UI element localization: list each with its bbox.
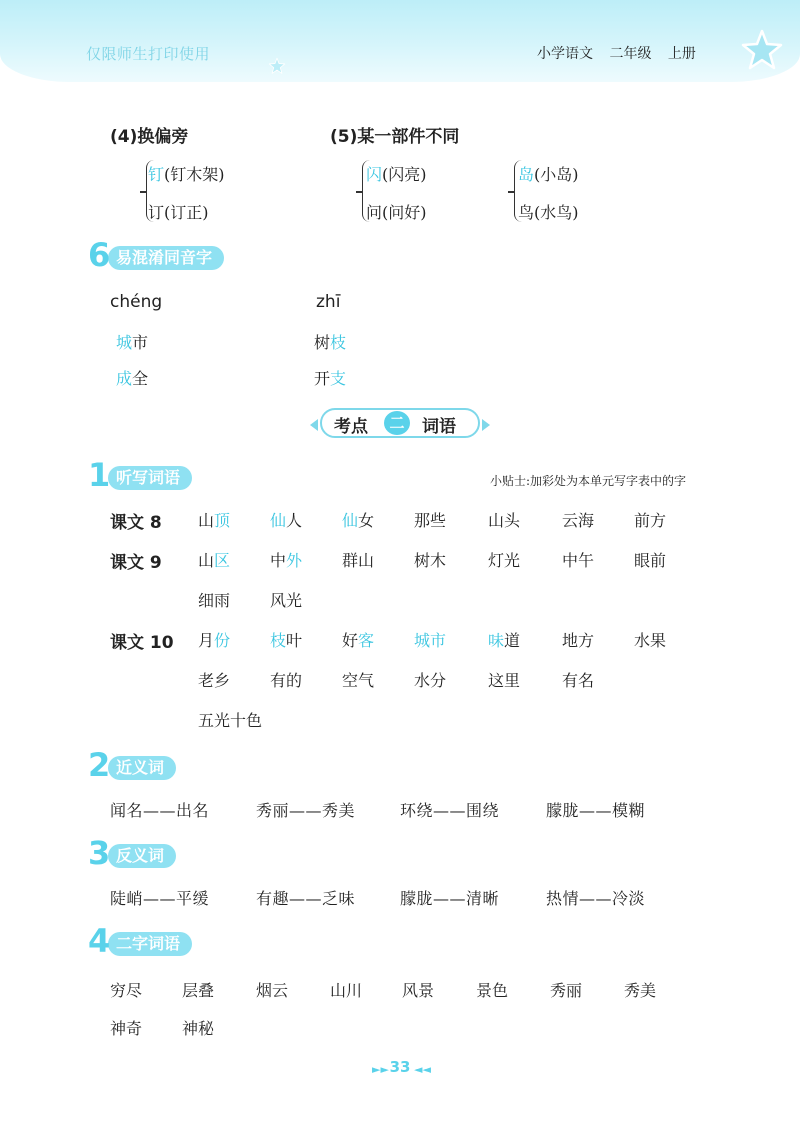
- section-header-two-char: [88, 922, 228, 960]
- word-char: 好: [342, 631, 359, 650]
- word-pair: 朦胧——清晰: [400, 889, 500, 908]
- section-title: 反义词: [108, 844, 176, 868]
- word-char: 叶: [286, 631, 303, 650]
- vocab-word: [634, 548, 666, 571]
- word-pair: 秀丽——秀美: [256, 801, 356, 820]
- section-header-dictation: [88, 456, 238, 494]
- word-char: 水果: [634, 631, 667, 650]
- word-pair-item: 钉(钉木架): [148, 165, 225, 184]
- word-char: 中: [270, 551, 287, 570]
- header-watermark: 仅限师生打印使用: [86, 45, 211, 63]
- word-char: 这里: [488, 671, 521, 690]
- vocab-word: 层叠: [182, 981, 215, 1000]
- header-subject: 小学语文: [537, 46, 593, 62]
- vocab-word: [270, 588, 302, 611]
- vocab-word: [198, 668, 230, 691]
- vocab-word: [488, 548, 520, 571]
- header-band: [0, 0, 800, 82]
- tip-note: 小贴士:加彩处为本单元写字表中的字: [490, 474, 687, 488]
- highlighted-char: 顶: [214, 511, 231, 530]
- vocab-word: [198, 708, 262, 731]
- homophone-word: 城市: [116, 333, 149, 352]
- star-icon: [268, 57, 286, 75]
- word-pair-item: 鸟(水鸟): [518, 203, 579, 222]
- word-char: 群山: [342, 551, 375, 570]
- section-title: 二字词语: [108, 932, 192, 956]
- homophone-word: 开支: [314, 369, 347, 388]
- highlighted-char: 城市: [414, 631, 447, 650]
- word-char: 云海: [562, 511, 595, 530]
- vocab-word: [488, 668, 520, 691]
- vocab-word: [198, 628, 230, 651]
- vocab-word: [414, 548, 446, 571]
- section-number: 2: [88, 746, 111, 784]
- vocab-word: [562, 628, 594, 651]
- highlighted-char: 仙: [342, 511, 359, 530]
- pinyin-label: zhī: [316, 292, 341, 312]
- pinyin-label: chéng: [110, 292, 163, 312]
- vocab-word: 秀丽: [550, 981, 583, 1000]
- header-volume: 上册: [667, 46, 696, 62]
- word-char: 山: [198, 511, 215, 530]
- vocab-word: [198, 548, 230, 571]
- homophone-word: 树枝: [314, 333, 347, 352]
- word-char: 树木: [414, 551, 447, 570]
- word-char: 地方: [562, 631, 595, 650]
- vocab-word: 烟云: [256, 981, 289, 1000]
- section-number: 3: [88, 834, 111, 872]
- vocab-word: [342, 628, 374, 651]
- vocab-word: 穷尽: [110, 981, 143, 1000]
- highlighted-char: 枝: [270, 631, 287, 650]
- word-pair: 陡峭——平缓: [110, 889, 210, 908]
- word-pair: 朦胧——模糊: [546, 801, 646, 820]
- vocab-word: [270, 508, 302, 531]
- word-char: 风光: [270, 591, 303, 610]
- word-pair-item: 闪(闪亮): [366, 165, 427, 184]
- vocab-word: 秀美: [624, 981, 657, 1000]
- subsection-title-radical-change: (4)换偏旁: [110, 127, 189, 147]
- subsection-title-part-differs: (5)某一部件不同: [330, 127, 460, 147]
- kaodian-number: 二: [384, 411, 410, 435]
- word-char: 山: [198, 551, 215, 570]
- vocab-word: [342, 668, 374, 691]
- star-icon: [740, 28, 784, 72]
- word-pair-item: 问(问好): [366, 203, 427, 222]
- word-char: 眼前: [634, 551, 667, 570]
- header-book-info: [537, 43, 708, 63]
- highlighted-char: 区: [214, 551, 231, 570]
- vocab-word: 神秘: [182, 1019, 215, 1038]
- word-char: 水分: [414, 671, 447, 690]
- page-number: 33: [389, 1058, 411, 1076]
- word-char: 山头: [488, 511, 521, 530]
- vocab-word: [270, 628, 302, 651]
- vocab-word: [634, 508, 666, 531]
- arrow-left-icon: [310, 419, 318, 431]
- chevron-left-icon: ◄◄: [414, 1063, 431, 1076]
- vocab-word: 神奇: [110, 1019, 143, 1038]
- vocab-word: [198, 508, 230, 531]
- highlighted-char: 仙: [270, 511, 287, 530]
- vocab-word: [562, 548, 594, 571]
- section-title: 易混淆同音字: [108, 246, 224, 270]
- word-pair: 环绕——围绕: [400, 801, 500, 820]
- chevron-right-icon: ►►: [372, 1063, 389, 1076]
- vocab-word: [342, 548, 374, 571]
- word-char: 道: [504, 631, 521, 650]
- lesson-label: 课文 8: [110, 513, 162, 533]
- lesson-label: 课文 10: [110, 633, 174, 653]
- vocab-word: [488, 508, 520, 531]
- highlighted-char: 味: [488, 631, 505, 650]
- section-title: 近义词: [108, 756, 176, 780]
- vocab-word: [488, 628, 520, 651]
- vocab-word: [562, 508, 594, 531]
- word-pair: 闻名——出名: [110, 801, 210, 820]
- lesson-label: 课文 9: [110, 553, 162, 573]
- homophone-word: 成全: [116, 369, 149, 388]
- word-pair: 热情——冷淡: [546, 889, 646, 908]
- section-header-homophones: [88, 236, 268, 274]
- vocab-word: [414, 628, 446, 651]
- word-pair: 有趣——乏味: [256, 889, 356, 908]
- section-header-synonyms: [88, 746, 208, 784]
- vocab-word: [562, 668, 594, 691]
- vocab-word: [270, 668, 302, 691]
- vocab-word: [270, 548, 302, 571]
- section-number: 1: [88, 456, 111, 494]
- vocab-word: 景色: [476, 981, 509, 1000]
- word-char: 空气: [342, 671, 375, 690]
- word-char: 月: [198, 631, 215, 650]
- kaodian-topic: 词语: [422, 417, 456, 437]
- arrow-right-icon: [482, 419, 490, 431]
- word-char: 有名: [562, 671, 595, 690]
- highlighted-char: 外: [286, 551, 303, 570]
- vocab-word: [414, 508, 446, 531]
- word-char: 那些: [414, 511, 447, 530]
- section-title: 听写词语: [108, 466, 192, 490]
- word-char: 五光十色: [198, 711, 263, 730]
- vocab-word: [198, 588, 230, 611]
- section-header-antonyms: [88, 834, 208, 872]
- word-char: 灯光: [488, 551, 521, 570]
- word-char: 人: [286, 511, 303, 530]
- word-pair-item: 订(订正): [148, 203, 209, 222]
- vocab-word: 风景: [402, 981, 435, 1000]
- header-grade: 二年级: [609, 46, 652, 62]
- word-pair-item: 岛(小岛): [518, 165, 579, 184]
- word-char: 中午: [562, 551, 595, 570]
- section-number: 6: [88, 236, 111, 274]
- vocab-word: 山川: [330, 981, 363, 1000]
- section-number: 4: [88, 922, 111, 960]
- vocab-word: [414, 668, 446, 691]
- word-char: 有的: [270, 671, 303, 690]
- vocab-word: [634, 628, 666, 651]
- word-char: 细雨: [198, 591, 231, 610]
- word-char: 女: [358, 511, 375, 530]
- word-char: 老乡: [198, 671, 231, 690]
- highlighted-char: 份: [214, 631, 231, 650]
- word-char: 前方: [634, 511, 667, 530]
- kaodian-label: 考点: [334, 417, 368, 437]
- highlighted-char: 客: [358, 631, 375, 650]
- kaodian-banner: [320, 408, 480, 438]
- vocab-word: [342, 508, 374, 531]
